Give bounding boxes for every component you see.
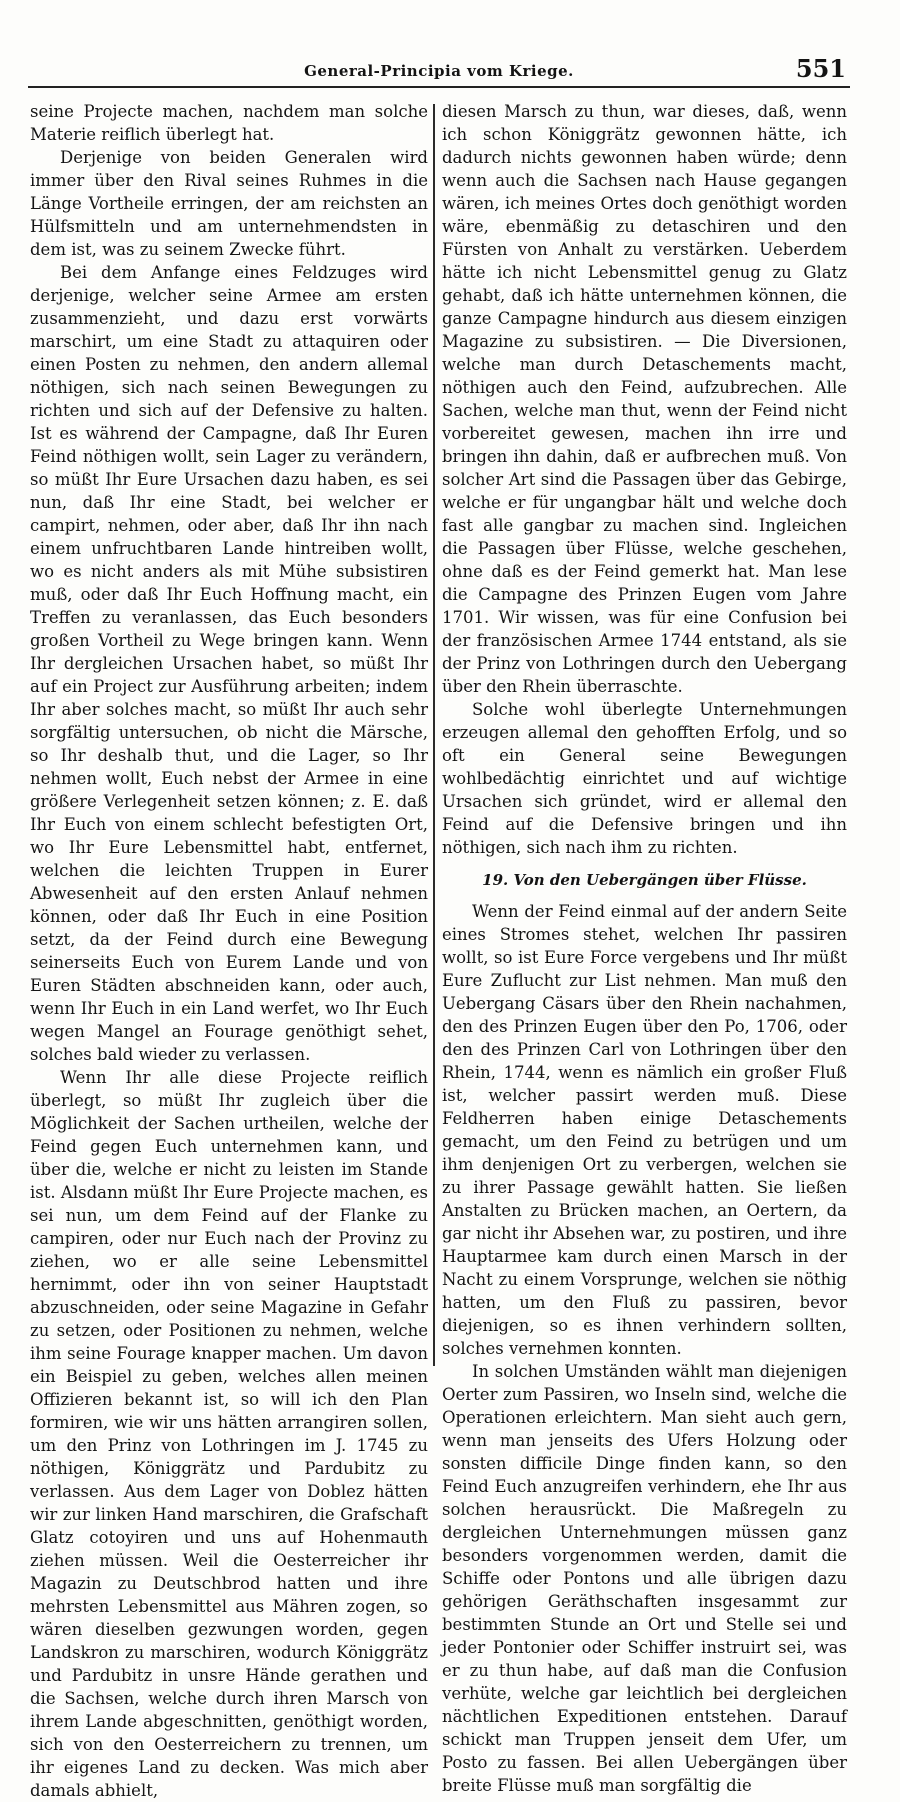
page-number: 551 bbox=[795, 54, 846, 83]
left-column bbox=[30, 100, 428, 1800]
paragraph: Wenn der Feind einmal auf der andern Seite eines Stromes stehet, welchen Ihr passiren wollt, so ist Eure Force vergebens und Ihr müßt Eure Zuflucht zur List nehmen. Man muß den Uebergang Cäsars über den Rhein nachahmen, den des Prinzen Eugen über den Po, 1706, oder den des Prinzen Carl von Lothringen über den Rhein, 1744, wenn es nämlich ein großer Fluß ist, welcher passirt werden muß. Diese Feldherren haben einige Detaschements gemacht, um den Feind zu betrügen und um ihm denjenigen Ort zu verbergen, welchen sie zu ihrer Passage gewählt hatten. Sie ließen Anstalten zu Brücken machen, an Oertern, da gar nicht ihr Absehen war, zu postiren, und ihre Hauptarmee kam durch einen Marsch in der Nacht zu einem Vorsprunge, welchen sie nöthig hatten, um den Fluß zu passiren, bevor diejenigen, so es ihnen verhindern sollten, solches vernehmen konnten. bbox=[442, 902, 847, 1358]
paragraph: Derjenige von beiden Generalen wird immer über den Rival seines Ruhmes in die Länge Vortheile erringen, der am reichsten an Hülfsmitteln und am unternehmendsten in dem ist, was zu seinem Zwecke führt. bbox=[30, 148, 428, 259]
right-column bbox=[442, 100, 847, 1795]
column-divider bbox=[433, 104, 435, 1366]
section-heading: 19. Von den Uebergängen über Flüsse. bbox=[482, 871, 807, 889]
running-title: General-Principia vom Kriege. bbox=[304, 62, 574, 80]
page-header bbox=[28, 54, 850, 88]
paragraph: seine Projecte machen, nachdem man solche Materie reiflich überlegt hat. bbox=[30, 102, 428, 144]
paragraph: diesen Marsch zu thun, war dieses, daß, wenn ich schon Königgrätz gewonnen hätte, ich dadurch nichts gewonnen haben würde; denn wenn auch die Sachsen nach Hause gegangen wären, ich meines Ortes doch genöthigt worden wäre, ebenmäßig zu detaschiren und den Fürsten von Anhalt zu verstärken. Ueberdem hätte ich nicht Lebensmittel genug zu Glatz gehabt, daß ich hätte unternehmen können, die ganze Campagne hindurch aus diesem einzigen Magazine zu subsistiren. — Die Diversionen, welche man durch Detaschements macht, nöthigen auch den Feind, aufzubrechen. Alle Sachen, welche man thut, wenn der Feind nicht vorbereitet gewesen, machen ihn irre und bringen ihn dahin, daß er aufbrechen muß. Von solcher Art sind die Passagen über das Gebirge, welche er für ungangbar hält und welche doch fast alle gangbar zu machen sind. Ingleichen die Passagen über Flüsse, welche geschehen, ohne daß es der Feind gemerkt hat. Man lese die Campagne des Prinzen Eugen vom Jahre 1701. Wir wissen, was für eine Confusion bei der französischen Armee 1744 entstand, als sie der Prinz von Lothringen durch den Uebergang über den Rhein überraschte. bbox=[442, 102, 847, 696]
paragraph: Wenn Ihr alle diese Projecte reiflich überlegt, so müßt Ihr zugleich über die Möglichkeit der Sachen urtheilen, welche der Feind gegen Euch unternehmen kann, und über die, welche er nicht zu leisten im Stande ist. Alsdann müßt Ihr Eure Projecte machen, es sei nun, um dem Feind auf der Flanke zu campiren, oder nur Euch nach der Provinz zu ziehen, wo er alle seine Lebensmittel hernimmt, oder ihn von seiner Hauptstadt abzuschneiden, oder seine Magazine in Gefahr zu setzen, oder Positionen zu nehmen, welche ihm seine Fourage knapper machen. Um davon ein Beispiel zu geben, welches allen meinen Offizieren bekannt ist, so will ich den Plan formiren, wie wir uns hätten arrangiren sollen, um den Prinz von Lothringen im J. 1745 zu nöthigen, Königgrätz und Pardubitz zu verlassen. Aus dem Lager von Doblez hätten wir zur linken Hand marschiren, die Grafschaft Glatz cotoyiren und uns auf Hohenmauth ziehen müssen. Weil die Oesterreicher ihr Magazin zu Deutschbrod hatten und ihre mehrsten Lebensmittel aus Mähren zogen, so wären dieselben gezwungen worden, gegen Landskron zu marschiren, wodurch Königgrätz und Pardubitz in unsre Hände gerathen und die Sachsen, welche durch ihren Marsch von ihrem Lande abgeschnitten, genöthigt worden, sich von den Oesterreichern zu trennen, um ihr eigenes Land zu decken. Was mich aber damals abhielt, bbox=[30, 1068, 428, 1800]
paragraph: Solche wohl überlegte Unternehmungen erzeugen allemal den gehofften Erfolg, und so oft ein General seine Bewegungen wohlbedächtig einrichtet und auf wichtige Ursachen sich gründet, wird er allemal den Feind auf die Defensive bringen und ihn nöthigen, sich nach ihm zu richten. bbox=[442, 700, 847, 857]
header-rule bbox=[28, 86, 850, 88]
paragraph: Bei dem Anfange eines Feldzuges wird derjenige, welcher seine Armee am ersten zusammenzieht, und dazu erst vorwärts marschirt, um eine Stadt zu attaquiren oder einen Posten zu nehmen, den andern allemal nöthigen, sich nach seinen Bewegungen zu richten und sich auf der Defensive zu halten. Ist es während der Campagne, daß Ihr Euren Feind nöthigen wollt, sein Lager zu verändern, so müßt Ihr Eure Ursachen dazu haben, es sei nun, daß Ihr eine Stadt, bei welcher er campirt, nehmen, oder aber, daß Ihr ihn nach einem unfruchtbaren Lande hintreiben wollt, wo es nicht anders als mit Mühe subsistiren muß, oder daß Ihr Euch Hoffnung macht, ein Treffen zu veranlassen, das Euch besonders großen Vortheil zu Wege bringen kann. Wenn Ihr dergleichen Ursachen habet, so müßt Ihr auf ein Project zur Ausführung arbeiten; indem Ihr aber solches macht, so müßt Ihr auch sehr sorgfältig untersuchen, ob nicht die Märsche, so Ihr deshalb thut, und die Lager, so Ihr nehmen wollt, Euch nebst der Armee in eine größere Verlegenheit setzen können; z. E. daß Ihr Euch von einem schlecht befestigten Ort, wo Ihr Eure Lebensmittel habt, entfernet, welchen die leichten Truppen in Eurer Abwesenheit auf den ersten Anlauf nehmen können, oder daß Ihr Euch in eine Position setzt, da der Feind durch eine Bewegung seinerseits Euch von Eurem Lande und von Euren Städten abschneiden kann, oder auch, wenn Ihr Euch in ein Land werfet, wo Ihr Euch wegen Mangel an Fourage genöthigt sehet, solches bald wieder zu verlassen. bbox=[30, 263, 428, 1064]
paragraph: In solchen Umständen wählt man diejenigen Oerter zum Passiren, wo Inseln sind, welche die Operationen erleichtern. Man sieht auch gern, wenn man jenseits des Ufers Holzung oder sonsten difficile Dinge finden kann, so den Feind Euch anzugreifen verhindern, ehe Ihr aus solchen herausrückt. Die Maßregeln zu dergleichen Unternehmungen müssen ganz besonders vorgenommen werden, damit die Schiffe oder Pontons und alle übrigen dazu gehörigen Geräthschaften insgesammt zur bestimmten Stunde an Ort und Stelle sei und jeder Pontonier oder Schiffer instruirt sei, was er zu thun habe, auf daß man die Confusion verhüte, welche gar leichtlich bei dergleichen nächtlichen Expeditionen entstehen. Darauf schickt man Truppen jenseit dem Ufer, um Posto zu fassen. Bei allen Uebergängen über breite Flüsse muß man sorgfältig die bbox=[442, 1362, 847, 1795]
